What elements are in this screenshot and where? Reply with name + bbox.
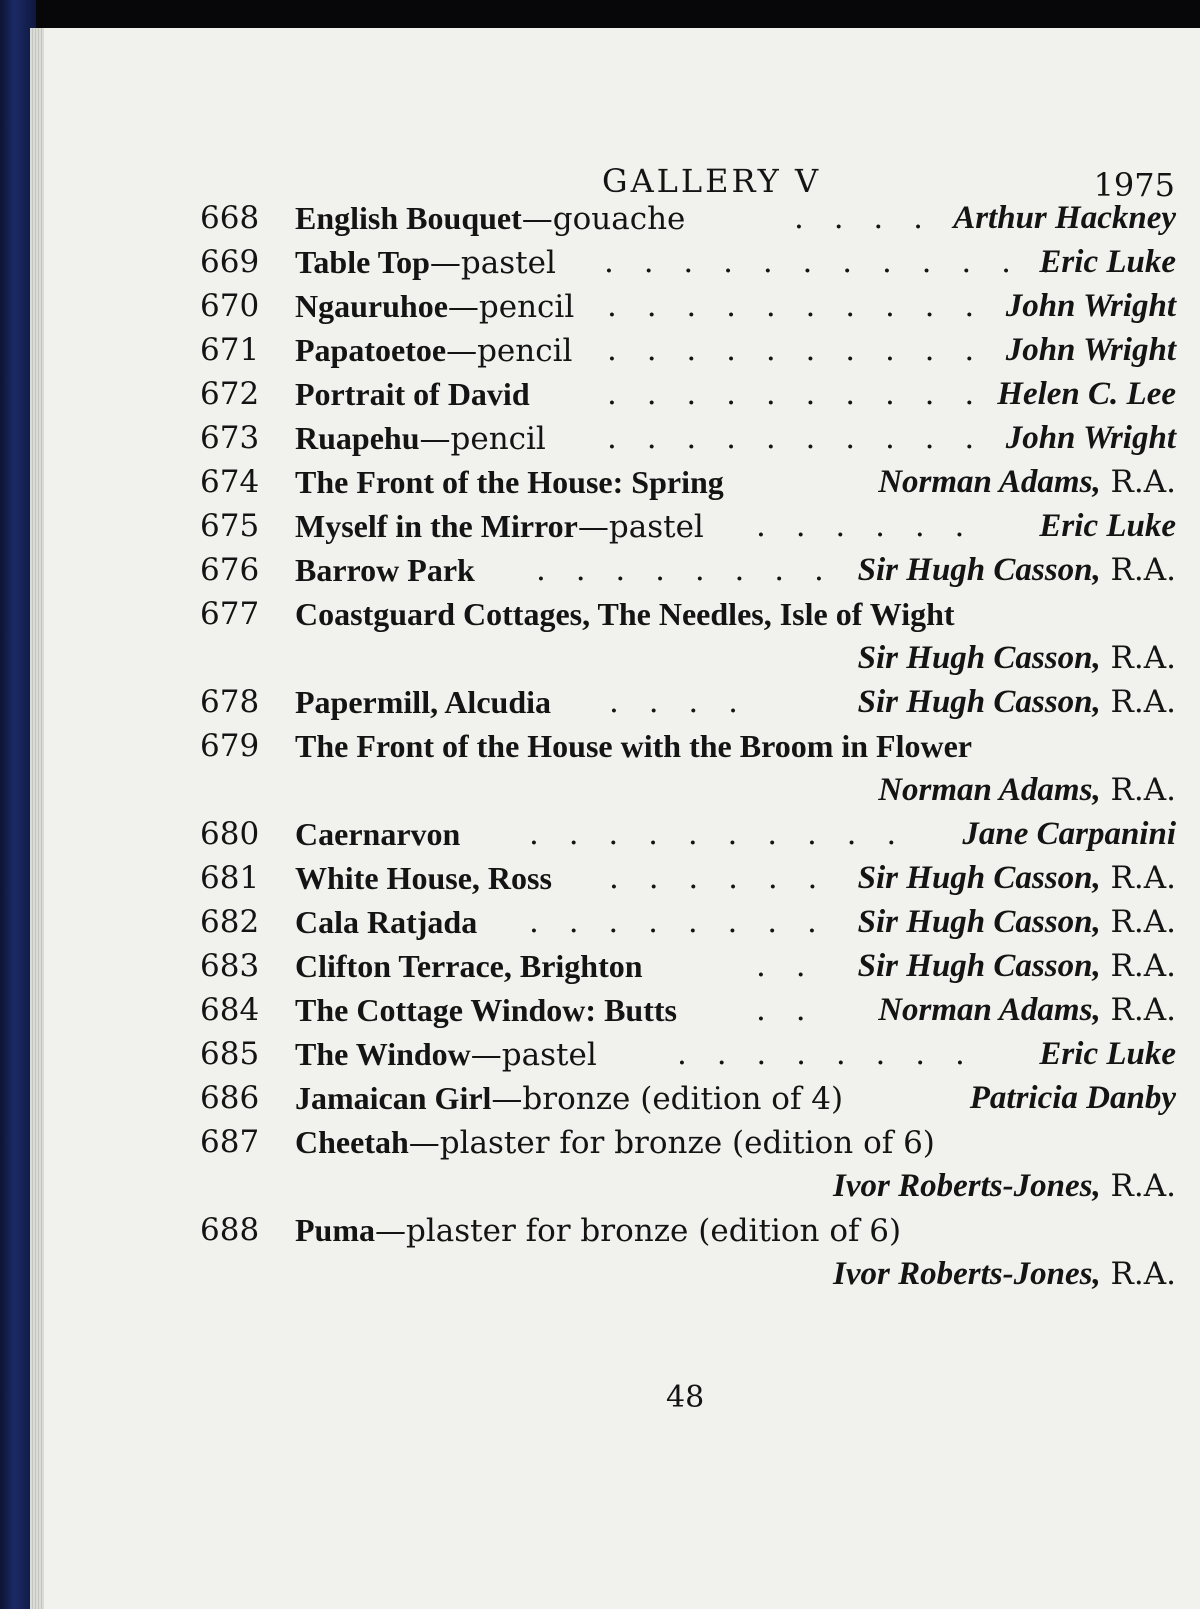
catalogue-entry	[44, 904, 1200, 948]
entry-artist: Sir Hugh Casson, R.A.	[857, 948, 1176, 984]
leader-dots: . . . . . . . . . .	[529, 816, 907, 852]
catalogue-entry	[44, 596, 1200, 640]
entry-title: White House, Ross	[295, 860, 552, 896]
entry-artist: John Wright	[1005, 288, 1176, 324]
entry-title: Puma—plaster for bronze (edition of 6)	[295, 1212, 902, 1249]
entry-title: Portrait of David	[295, 376, 530, 412]
entry-title: Cala Ratjada	[295, 904, 478, 940]
entry-number: 672	[200, 376, 260, 412]
catalogue-entry	[44, 1212, 1200, 1256]
catalogue-entry	[44, 948, 1200, 992]
entry-artist: Norman Adams, R.A.	[878, 464, 1176, 500]
catalogue-entry	[44, 1080, 1200, 1124]
entry-number: 676	[200, 552, 260, 588]
entry-number: 688	[200, 1212, 260, 1248]
entry-artist: Helen C. Lee	[997, 376, 1176, 412]
entry-number: 670	[200, 288, 260, 324]
entry-title: Papermill, Alcudia	[295, 684, 551, 720]
leader-dots: . .	[756, 992, 816, 1028]
year-label: 1975	[1093, 166, 1175, 204]
entry-artist: Sir Hugh Casson, R.A.	[857, 684, 1176, 720]
catalogue-entry	[44, 508, 1200, 552]
entry-artist: Arthur Hackney	[953, 200, 1176, 236]
entry-number: 683	[200, 948, 260, 984]
leader-dots: . . . . . . . .	[677, 1036, 975, 1072]
leader-dots: . . . . . . . . . .	[607, 288, 985, 324]
catalogue-entry	[44, 992, 1200, 1036]
catalogue-entry	[44, 244, 1200, 288]
catalogue-entry	[44, 728, 1200, 772]
leader-dots: . . . . . .	[756, 508, 975, 544]
entry-number: 678	[200, 684, 260, 720]
entry-artist: Ivor Roberts-Jones, R.A.	[833, 1168, 1176, 1204]
entry-title: Jamaican Girl—bronze (edition of 4)	[295, 1080, 844, 1117]
entry-title: Barrow Park	[295, 552, 475, 588]
leader-dots: . . . . . . . . . .	[607, 332, 985, 368]
entry-title: Table Top—pastel	[295, 244, 556, 281]
catalogue-entry	[44, 1124, 1200, 1168]
entry-number: 674	[200, 464, 260, 500]
catalogue-entry	[44, 200, 1200, 244]
entry-title: English Bouquet—gouache	[295, 200, 686, 237]
leader-dots: . . . . . .	[609, 860, 828, 896]
entry-artist: Eric Luke	[1039, 244, 1176, 280]
leader-dots: . . . . . . . .	[536, 552, 834, 588]
entry-artist: Sir Hugh Casson, R.A.	[857, 860, 1176, 896]
entry-title: The Front of the House with the Broom in Flower	[295, 728, 972, 764]
entry-title: Coastguard Cottages, The Needles, Isle of Wight	[295, 596, 955, 632]
catalogue-entry	[44, 552, 1200, 596]
entry-title: The Window—pastel	[295, 1036, 597, 1073]
entry-title: The Front of the House: Spring	[295, 464, 724, 500]
entry-title: Cheetah—plaster for bronze (edition of 6)	[295, 1124, 935, 1161]
entry-number: 687	[200, 1124, 260, 1160]
entry-artist: Eric Luke	[1039, 508, 1176, 544]
catalogue-page	[44, 28, 1200, 1609]
catalogue-entry	[44, 332, 1200, 376]
catalogue-entry	[44, 288, 1200, 332]
entry-artist: Eric Luke	[1039, 1036, 1176, 1072]
entry-title: Clifton Terrace, Brighton	[295, 948, 643, 984]
catalogue-entry	[44, 1036, 1200, 1080]
page-edges	[30, 28, 44, 1609]
catalogue-entry	[44, 376, 1200, 420]
entry-artist: Sir Hugh Casson, R.A.	[857, 640, 1176, 676]
entry-title: Ngauruhoe—pencil	[295, 288, 575, 325]
leader-dots: . . . .	[794, 200, 933, 236]
leader-dots: . . . . . . . . . .	[607, 376, 985, 412]
entry-title: Ruapehu—pencil	[295, 420, 546, 457]
entry-title: Caernarvon	[295, 816, 461, 852]
gallery-title: GALLERY V	[602, 162, 822, 200]
entry-number: 669	[200, 244, 260, 280]
page-number: 48	[666, 1380, 705, 1415]
entry-number: 682	[200, 904, 260, 940]
entry-number: 684	[200, 992, 260, 1028]
catalogue-entry	[44, 860, 1200, 904]
entry-artist: Jane Carpanini	[962, 816, 1176, 852]
entry-artist: John Wright	[1005, 420, 1176, 456]
entry-number: 668	[200, 200, 260, 236]
entry-artist: Sir Hugh Casson, R.A.	[857, 904, 1176, 940]
entry-artist: Norman Adams, R.A.	[878, 772, 1176, 808]
entry-number: 685	[200, 1036, 260, 1072]
entry-title: Papatoetoe—pencil	[295, 332, 573, 369]
leader-dots: . . . . . . . . . . . .	[604, 244, 1061, 280]
leader-dots: . .	[756, 948, 816, 984]
entry-artist: Patricia Danby	[969, 1080, 1176, 1116]
entry-number: 671	[200, 332, 260, 368]
catalogue-entry	[44, 816, 1200, 860]
entry-title: Myself in the Mirror—pastel	[295, 508, 704, 545]
entry-artist: Sir Hugh Casson, R.A.	[857, 552, 1176, 588]
entry-number: 675	[200, 508, 260, 544]
entry-number: 686	[200, 1080, 260, 1116]
entry-number: 680	[200, 816, 260, 852]
catalogue-entry	[44, 684, 1200, 728]
catalogue-entry	[44, 464, 1200, 508]
entry-title: The Cottage Window: Butts	[295, 992, 677, 1028]
leader-dots: . . . . . . . . . .	[607, 420, 985, 456]
entry-number: 679	[200, 728, 260, 764]
entry-artist: Norman Adams, R.A.	[878, 992, 1176, 1028]
entry-number: 673	[200, 420, 260, 456]
entry-number: 677	[200, 596, 260, 632]
entry-number: 681	[200, 860, 260, 896]
entry-artist: John Wright	[1005, 332, 1176, 368]
catalogue-entry	[44, 420, 1200, 464]
entry-artist: Ivor Roberts-Jones, R.A.	[833, 1256, 1176, 1292]
leader-dots: . . . .	[609, 684, 748, 720]
leader-dots: . . . . . . . .	[529, 904, 827, 940]
